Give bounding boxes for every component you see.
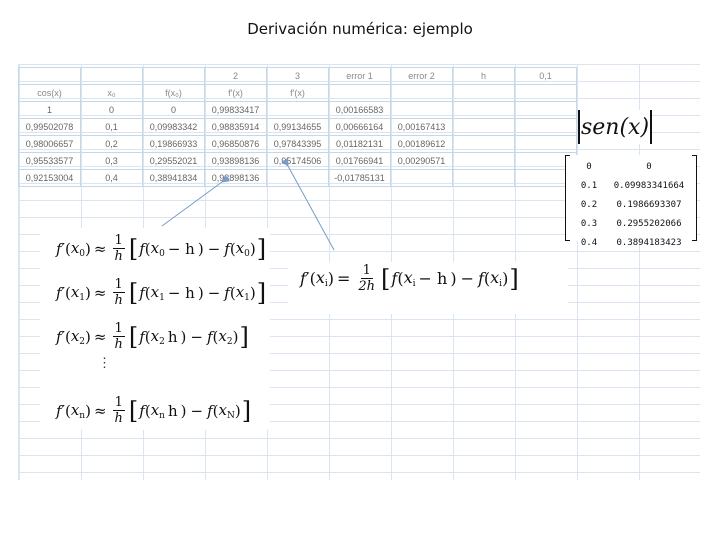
close-paren: ) bbox=[180, 401, 187, 420]
fraction-denominator: 2h bbox=[358, 279, 376, 294]
table-cell: 0,97843395 bbox=[267, 136, 329, 153]
matrix-cell: 0.2 bbox=[580, 199, 598, 210]
close-paren: ) bbox=[249, 283, 256, 302]
fraction-denominator: h bbox=[114, 249, 123, 264]
table-cell: 0,2 bbox=[81, 136, 143, 153]
matrix-cell: 0 bbox=[586, 161, 592, 172]
close-paren: ) bbox=[197, 239, 204, 258]
open-paren: ( bbox=[144, 401, 151, 420]
f-prime-symbol: f′ bbox=[56, 327, 65, 346]
table-cell: f'(x) bbox=[267, 85, 329, 102]
variable-subscript: 1 bbox=[244, 292, 250, 303]
matrix-cell: 0.1986693307 bbox=[616, 199, 682, 210]
close-paren: ) bbox=[85, 239, 91, 258]
open-paren: ( bbox=[144, 239, 151, 258]
minus-sign: − bbox=[190, 401, 204, 420]
variable-subscript: 0 bbox=[244, 248, 250, 259]
variable-subscript: 0 bbox=[159, 248, 165, 259]
variable-subscript: 2 bbox=[226, 336, 233, 347]
table-cell: 0,00666164 bbox=[329, 119, 391, 136]
matrix-cell: 0.1 bbox=[580, 180, 598, 191]
open-paren: ( bbox=[64, 239, 71, 258]
table-cell: 0,95533577 bbox=[19, 153, 81, 170]
relation-symbol: ≈ bbox=[93, 327, 107, 346]
f-symbol: f bbox=[224, 283, 230, 302]
matrix-cell: 0.4 bbox=[580, 237, 598, 248]
table-cell: 0 bbox=[81, 102, 143, 119]
vertical-ellipsis: ⋮ bbox=[98, 356, 111, 371]
table-cell: 0,92153004 bbox=[19, 170, 81, 187]
table-cell: 0,00167413 bbox=[391, 119, 453, 136]
table-cell: 0,38941834 bbox=[143, 170, 205, 187]
left-bracket: [ bbox=[128, 396, 139, 425]
variable-symbol: x bbox=[70, 400, 80, 419]
table-cell: 1 bbox=[19, 102, 81, 119]
left-bracket: [ bbox=[128, 278, 139, 307]
table-cell: 0,19866933 bbox=[143, 136, 205, 153]
open-paren: ( bbox=[212, 327, 219, 346]
variable-subscript: 1 bbox=[79, 292, 86, 303]
table-cell: error 1 bbox=[329, 68, 391, 85]
left-bracket: [ bbox=[128, 322, 139, 351]
right-bracket: ] bbox=[239, 322, 249, 351]
table-cell: -0,01785131 bbox=[329, 170, 391, 187]
close-paren: ) bbox=[232, 327, 239, 346]
table-cell: 0,98835914 bbox=[205, 119, 267, 136]
f-symbol: f bbox=[207, 401, 213, 420]
matrix-cell: 0 bbox=[646, 161, 652, 172]
variable-subscript: i bbox=[412, 279, 416, 289]
variable-symbol: x bbox=[218, 400, 227, 419]
variable-symbol: x bbox=[235, 238, 245, 257]
step-term: h bbox=[167, 327, 178, 346]
close-paren: ) bbox=[327, 269, 334, 288]
variable-symbol: x bbox=[315, 268, 325, 287]
relation-symbol: = bbox=[336, 269, 351, 288]
variable-symbol: x bbox=[70, 326, 80, 345]
f-prime-symbol: f′ bbox=[56, 401, 65, 420]
right-bracket: ] bbox=[509, 264, 519, 293]
table-cell: 0,01766941 bbox=[329, 153, 391, 170]
table-cell: 0,1 bbox=[515, 68, 577, 85]
table-cell: 0,99134655 bbox=[267, 119, 329, 136]
close-paren: ) bbox=[197, 283, 204, 302]
variable-symbol: x bbox=[150, 238, 160, 257]
fraction-numerator: 1 bbox=[114, 233, 123, 248]
open-paren: ( bbox=[229, 239, 236, 258]
matrix-cell: 0.3894183423 bbox=[616, 237, 682, 248]
minus-sign: − bbox=[190, 327, 203, 346]
step-term: h bbox=[167, 401, 178, 420]
close-paren: ) bbox=[450, 269, 457, 288]
minus-sign: − bbox=[460, 269, 474, 288]
table-cell: x₀ bbox=[81, 85, 143, 102]
open-paren: ( bbox=[212, 401, 219, 420]
table-cell: 0,3 bbox=[81, 153, 143, 170]
f-prime-symbol: f′ bbox=[300, 269, 310, 288]
slide-title: Derivación numérica: ejemplo bbox=[247, 20, 473, 38]
fraction-numerator: 1 bbox=[114, 277, 123, 292]
minus-sign: − bbox=[207, 239, 221, 258]
open-paren: ( bbox=[229, 283, 236, 302]
variable-subscript: 0 bbox=[79, 248, 86, 259]
table-cell: f(x₀) bbox=[143, 85, 205, 102]
variable-symbol: x bbox=[218, 326, 227, 345]
variable-symbol: x bbox=[235, 282, 245, 301]
minus-sign: − bbox=[207, 283, 221, 302]
close-paren: ) bbox=[85, 283, 91, 302]
variable-symbol: x bbox=[70, 282, 80, 301]
table-cell: 0,4 bbox=[81, 170, 143, 187]
fraction-numerator: 1 bbox=[114, 321, 123, 336]
f-symbol: f bbox=[206, 327, 213, 346]
matrix-cell: 0.3 bbox=[580, 218, 598, 229]
close-paren: ) bbox=[180, 327, 187, 346]
open-paren: ( bbox=[64, 283, 71, 302]
table-cell: 0,00189612 bbox=[391, 136, 453, 153]
open-paren: ( bbox=[483, 269, 491, 288]
step-term: − h bbox=[418, 269, 448, 288]
close-paren: ) bbox=[234, 401, 241, 420]
close-paren: ) bbox=[502, 269, 509, 288]
step-term: − h bbox=[167, 283, 195, 302]
right-bracket: ] bbox=[256, 278, 267, 307]
table-cell: 0,99502078 bbox=[19, 119, 81, 136]
matrix-cell: 0.09983341664 bbox=[613, 180, 685, 191]
open-paren: ( bbox=[64, 327, 71, 346]
open-paren: ( bbox=[144, 283, 151, 302]
fraction-denominator: h bbox=[114, 293, 123, 308]
table-cell: 0,00166583 bbox=[329, 102, 391, 119]
sen-function-label: sen(x) bbox=[578, 110, 652, 144]
open-paren: ( bbox=[64, 401, 71, 420]
f-symbol: f bbox=[224, 239, 230, 258]
table-cell: 0,95174506 bbox=[267, 153, 329, 170]
f-prime-symbol: f′ bbox=[56, 239, 65, 258]
variable-symbol: x bbox=[403, 268, 413, 287]
f-prime-symbol: f′ bbox=[56, 283, 65, 302]
close-paren: ) bbox=[85, 401, 91, 420]
f-symbol: f bbox=[139, 283, 145, 302]
open-paren: ( bbox=[397, 269, 404, 288]
variable-subscript: 2 bbox=[159, 336, 165, 347]
variable-symbol: x bbox=[150, 400, 160, 419]
fraction-denominator: h bbox=[114, 337, 123, 352]
table-cell: 0,09983342 bbox=[143, 119, 205, 136]
table-cell: 0,99833417 bbox=[205, 102, 267, 119]
close-paren: ) bbox=[85, 327, 91, 346]
table-cell: cos(x) bbox=[19, 85, 81, 102]
left-bracket: [ bbox=[128, 234, 139, 263]
table-cell: 0,29552021 bbox=[143, 153, 205, 170]
table-cell: 0,1 bbox=[81, 119, 143, 136]
matrix-cell: 0.2955202066 bbox=[616, 218, 682, 229]
table-cell: 0,93898136 bbox=[205, 153, 267, 170]
fraction-numerator: 1 bbox=[362, 263, 371, 278]
table-cell: 0,96850876 bbox=[205, 136, 267, 153]
left-bracket: [ bbox=[381, 264, 391, 293]
f-symbol: f bbox=[391, 269, 398, 288]
variable-symbol: x bbox=[150, 282, 160, 301]
table-cell: h bbox=[453, 68, 515, 85]
table-cell: 3 bbox=[267, 68, 329, 85]
relation-symbol: ≈ bbox=[93, 283, 107, 302]
variable-subscript: i bbox=[499, 279, 503, 289]
table-cell: 2 bbox=[205, 68, 267, 85]
table-cell: error 2 bbox=[391, 68, 453, 85]
table-cell: 0,93898136 bbox=[205, 170, 267, 187]
fraction-denominator: h bbox=[114, 411, 123, 426]
relation-symbol: ≈ bbox=[93, 401, 107, 420]
fraction-numerator: 1 bbox=[114, 395, 123, 410]
relation-symbol: ≈ bbox=[93, 239, 107, 258]
open-paren: ( bbox=[309, 269, 316, 288]
table-cell: 0,01182131 bbox=[329, 136, 391, 153]
arrow-to-forward-formula bbox=[162, 182, 222, 226]
table-cell: 0,98006657 bbox=[19, 136, 81, 153]
variable-subscript: 2 bbox=[79, 336, 86, 347]
variable-subscript: 1 bbox=[159, 292, 165, 303]
variable-subscript: n bbox=[79, 410, 86, 421]
variable-subscript: i bbox=[324, 279, 328, 289]
right-bracket: ] bbox=[241, 396, 252, 425]
table-cell: 0,00290571 bbox=[391, 153, 453, 170]
arrow-to-central-formula bbox=[288, 166, 334, 250]
table-cell: 0 bbox=[143, 102, 205, 119]
variable-symbol: x bbox=[150, 326, 160, 345]
f-symbol: f bbox=[139, 327, 145, 346]
table-cell: f'(x) bbox=[205, 85, 267, 102]
variable-subscript: N bbox=[226, 410, 235, 421]
f-symbol: f bbox=[139, 239, 145, 258]
step-term: − h bbox=[167, 239, 195, 258]
variable-subscript: n bbox=[159, 410, 165, 421]
f-symbol: f bbox=[139, 401, 145, 420]
close-paren: ) bbox=[249, 239, 256, 258]
right-bracket: ] bbox=[256, 234, 267, 263]
variable-symbol: x bbox=[70, 238, 80, 257]
open-paren: ( bbox=[144, 327, 151, 346]
f-symbol: f bbox=[477, 269, 484, 288]
variable-symbol: x bbox=[490, 268, 500, 287]
